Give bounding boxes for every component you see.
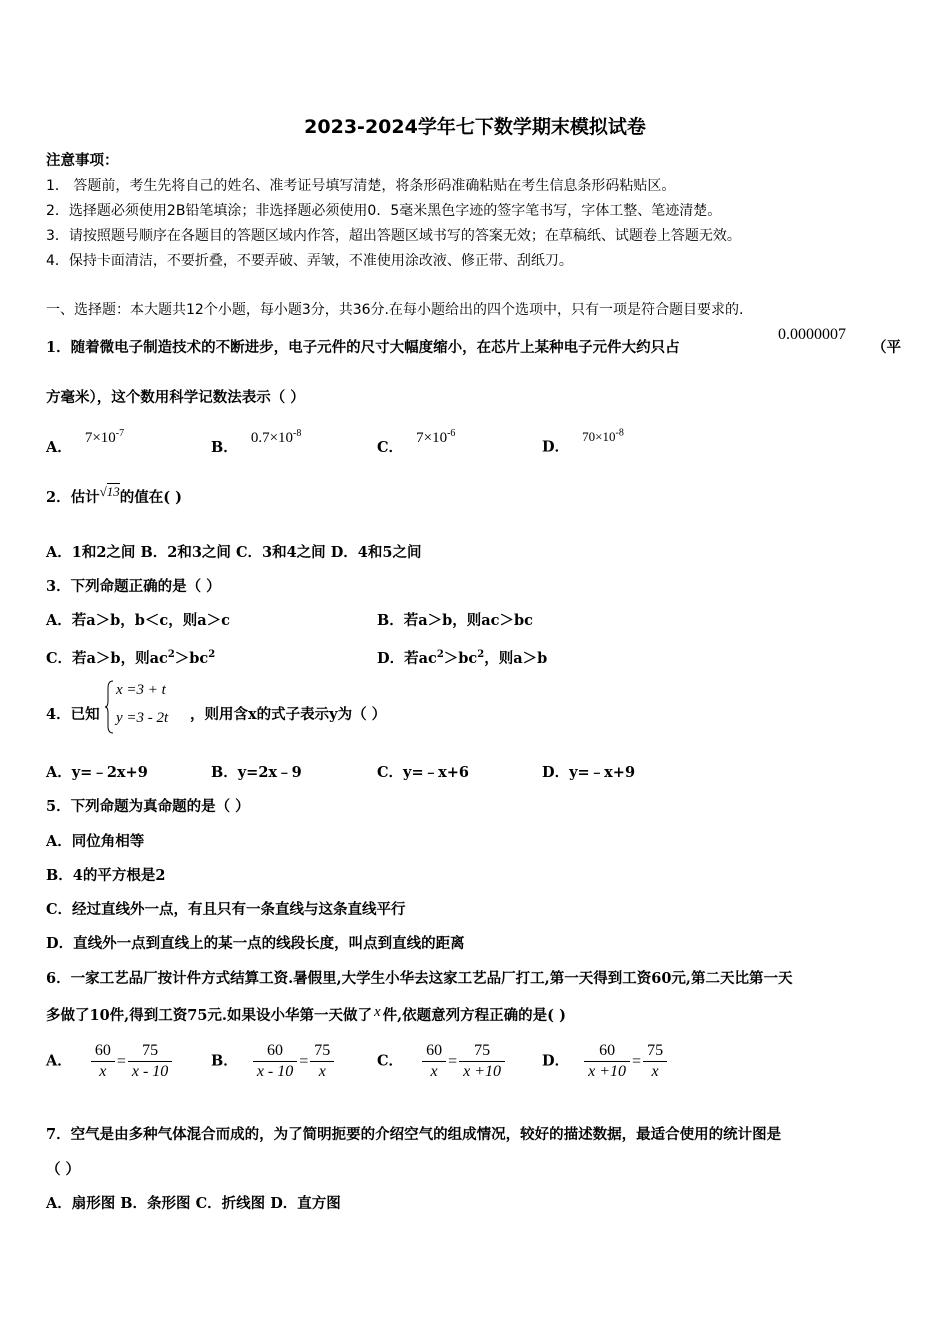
q5-option-b[interactable]: B．4的平方根是2 bbox=[46, 867, 166, 884]
option-label: B． bbox=[211, 439, 238, 456]
q5-option-a[interactable]: A．同位角相等 bbox=[46, 833, 145, 850]
section-heading: 一、选择题：本大题共12个小题，每小题3分，共36分.在每小题给出的四个选项中，只有一项是符合题目要求的. bbox=[46, 302, 744, 318]
q3-stem: 3．下列命题正确的是（ ） bbox=[46, 578, 221, 595]
q6-option-c[interactable]: C． $\frac{60}{x}$ = $\frac{75}{x +10}$ bbox=[377, 1041, 505, 1082]
q1-value: 0.0000007 bbox=[778, 326, 846, 343]
q6-option-a[interactable]: A． $\frac{60}{x}$ = $\frac{75}{x - 10}$ bbox=[46, 1041, 172, 1082]
q6-stem-line1: 6．一家工艺品厂按计件方式结算工资.暑假里,大学生小华去这家工艺品厂打工,第一天得到工资60元,第二天比第一天 bbox=[46, 970, 793, 987]
notice-item-1: 1． 答题前，考生先将自己的姓名、准考证号填写清楚，将条形码准确粘贴在考生信息条形码粘贴区。 bbox=[46, 178, 676, 194]
option-value: $70\times 10^{-8}$ bbox=[582, 428, 624, 445]
q6-option-b[interactable]: B． $\frac{60}{x - 10}$ = $\frac{75}{x}$ bbox=[211, 1041, 334, 1082]
q5-option-c[interactable]: C．经过直线外一点，有且只有一条直线与这条直线平行 bbox=[46, 901, 406, 918]
q3-option-c[interactable]: C．若a＞b，则$ac^2>bc^2$ bbox=[46, 649, 216, 667]
q3-option-b[interactable]: B．若a＞b，则ac＞bc bbox=[377, 612, 533, 629]
q4-equation-1: x =3 + t bbox=[116, 682, 166, 698]
q4-option-c[interactable]: C．y=﹣x+6 bbox=[377, 764, 469, 781]
notice-item-4: 4．保持卡面清洁，不要折叠，不要弄破、弄皱，不准使用涂改液、修正带、刮纸刀。 bbox=[46, 253, 573, 269]
q1-stem-text: 1．随着微电子制造技术的不断进步，电子元件的尺寸大幅度缩小，在芯片上某种电子元件大约只占 bbox=[46, 339, 680, 356]
left-brace-icon bbox=[104, 680, 114, 734]
q5-stem: 5．下列命题为真命题的是（ ） bbox=[46, 798, 250, 815]
q2-stem-end: 的值在( ) bbox=[119, 489, 183, 506]
q7-stem: 7．空气是由多种气体混合而成的，为了简明扼要的介绍空气的组成情况，较好的描述数据，最适合使用的统计图是 bbox=[46, 1126, 782, 1143]
q1-option-a[interactable] bbox=[46, 428, 125, 458]
q5-option-d[interactable]: D．直线外一点到直线上的某一点的线段长度，叫点到直线的距离 bbox=[46, 935, 465, 952]
sqrt-13: √13 bbox=[99, 484, 120, 499]
q6-stem-line2: 多做了10件,得到工资75元.如果设小华第一天做了 x 件,依题意列方程正确的是( ) bbox=[46, 1004, 566, 1024]
q1-option-b[interactable] bbox=[211, 428, 302, 458]
q4-stem-end: ，则用含x的式子表示y为（ ） bbox=[190, 706, 387, 723]
notice-heading: 注意事项： bbox=[46, 152, 119, 169]
page-title: 2023-2024学年七下数学期末模拟试卷 bbox=[304, 116, 646, 138]
q1-option-d[interactable] bbox=[542, 428, 624, 457]
q3-option-a[interactable]: A．若a＞b，b＜c，则a＞c bbox=[46, 612, 230, 629]
q2-stem bbox=[46, 484, 183, 508]
q1-stem bbox=[46, 338, 680, 358]
q4-option-d[interactable]: D．y=﹣x+9 bbox=[542, 764, 636, 781]
notice-item-2: 2．选择题必须使用2B铅笔填涂；非选择题必须使用0．5毫米黑色字迹的签字笔书写，字体工整、笔迹清楚。 bbox=[46, 203, 722, 219]
q1-stem-end: （平 bbox=[872, 339, 901, 356]
option-value: $7\times 10^{-6}$ bbox=[416, 428, 456, 446]
variable-x: x bbox=[373, 1004, 381, 1020]
q1-option-c[interactable] bbox=[377, 428, 456, 458]
option-value: $7\times 10^{-7}$ bbox=[84, 428, 125, 446]
q4-option-b[interactable]: B．y=2x﹣9 bbox=[211, 764, 302, 781]
q7-paren: （ ） bbox=[46, 1161, 81, 1178]
notice-item-3: 3．请按照题号顺序在各题目的答题区域内作答，超出答题区域书写的答案无效；在草稿纸、试题卷上答题无效。 bbox=[46, 228, 741, 244]
option-value: $0.7\times 10^{-8}$ bbox=[250, 428, 302, 446]
q2-stem-text: 2．估计 bbox=[46, 489, 100, 506]
q2-options[interactable]: A．1和2之间 B．2和3之间 C．3和4之间 D．4和5之间 bbox=[46, 544, 422, 561]
q4-option-a[interactable]: A．y=﹣2x+9 bbox=[46, 764, 148, 781]
q3-option-d[interactable]: D．若$ac^2>bc^2$，则a＞b bbox=[377, 649, 548, 667]
q6-option-d[interactable]: D． $\frac{60}{x +10}$ = $\frac{75}{x}$ bbox=[542, 1041, 667, 1082]
q4-equation-2: y =3 - 2t bbox=[116, 710, 169, 726]
q1-stem-cont: 方毫米），这个数用科学记数法表示（ ） bbox=[46, 389, 305, 406]
option-label: A． bbox=[46, 439, 72, 456]
option-label: D． bbox=[542, 438, 570, 456]
q7-options[interactable]: A．扇形图 B．条形图 C．折线图 D．直方图 bbox=[46, 1195, 341, 1212]
option-label: C． bbox=[377, 439, 404, 456]
q4-stem-start: 4．已知 bbox=[46, 706, 100, 723]
